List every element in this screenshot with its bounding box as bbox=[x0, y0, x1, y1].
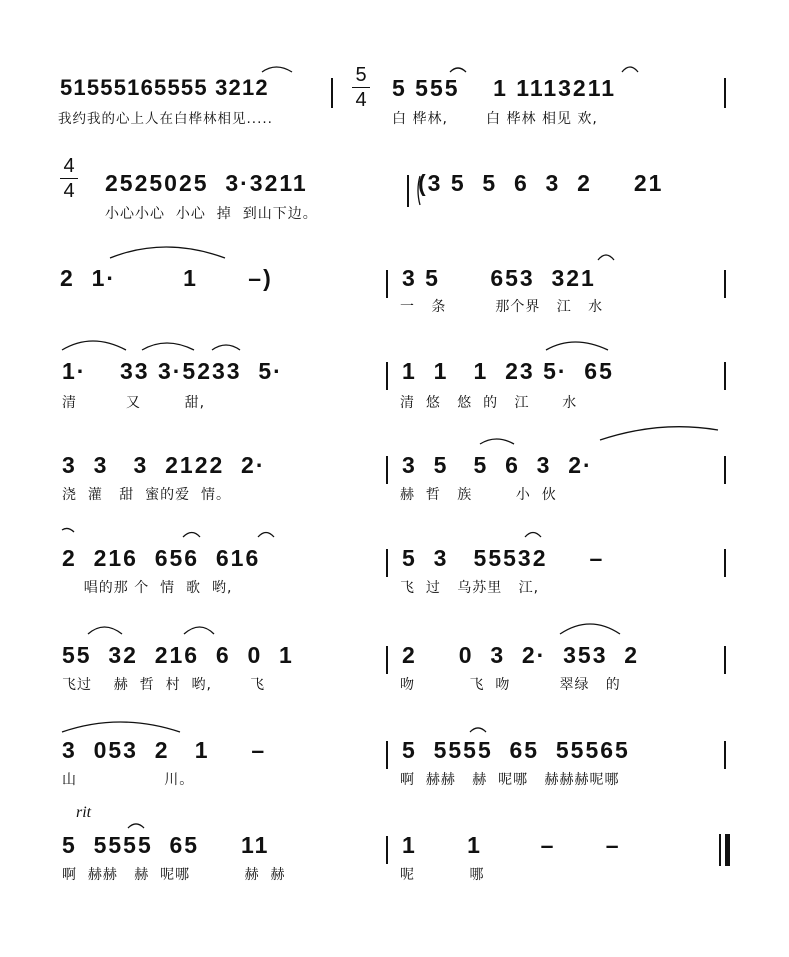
tie-row8-right bbox=[470, 728, 486, 732]
time-signature-4-4 bbox=[60, 155, 78, 202]
tie-row4-left-c bbox=[212, 345, 240, 350]
barline bbox=[724, 741, 726, 769]
slur-row7-left-b bbox=[184, 627, 214, 634]
lyrics-row2-left: 小心小心 小心 掉 到山下边。 bbox=[105, 206, 318, 222]
tie-row1 bbox=[262, 67, 292, 72]
lyrics-row4-right: 清 悠 悠 的 江 水 bbox=[400, 395, 578, 411]
notes-row5-right: 3 5 5 6 3 2· bbox=[402, 452, 593, 478]
lyrics-row1-right: 白 桦林, 白 桦林 相见 欢, bbox=[392, 111, 598, 127]
barline bbox=[386, 456, 388, 484]
barline bbox=[724, 78, 726, 108]
lyrics-row7-left: 飞过 赫 哲 村 哟, 飞 bbox=[62, 677, 266, 693]
time-signature-bottom: 4 bbox=[63, 180, 75, 203]
barline bbox=[386, 836, 388, 864]
notes-row2-right: (3 5 5 6 3 2 21 bbox=[418, 170, 664, 196]
slur-row8-left bbox=[62, 722, 180, 732]
barline bbox=[407, 175, 409, 207]
lyrics-row1-left: 我约我的心上人在白桦林相见..... bbox=[58, 111, 273, 127]
barline bbox=[724, 646, 726, 674]
slur-row7-left-a bbox=[88, 627, 122, 634]
barline bbox=[386, 646, 388, 674]
slur-row7-right bbox=[560, 624, 620, 634]
lyrics-row8-left: 山 川。 bbox=[62, 772, 195, 788]
tempo-mark-rit: rit bbox=[76, 804, 92, 821]
time-signature-top: 4 bbox=[63, 155, 75, 177]
lyrics-row6-left: 唱的那 个 情 歌 哟, bbox=[62, 580, 233, 596]
tie-row1-right-a bbox=[450, 68, 466, 72]
time-signature-5-4 bbox=[352, 64, 370, 111]
tie-row4-right bbox=[546, 342, 608, 350]
notes-row6-right: 5 3 55532 – bbox=[402, 545, 605, 571]
tie-row6-left-c bbox=[258, 533, 274, 538]
barline bbox=[724, 456, 726, 484]
tie-row6-left-b bbox=[183, 533, 200, 538]
barline bbox=[724, 362, 726, 390]
notes-row8-right: 5 5555 65 55565 bbox=[402, 737, 630, 763]
tie-row3-right bbox=[598, 255, 614, 260]
time-signature-bottom: 4 bbox=[355, 89, 367, 112]
notes-row9-left: 5 5555 65 11 bbox=[62, 832, 270, 858]
notes-row5-left: 3 3 3 2122 2· bbox=[62, 452, 266, 478]
notes-row7-right: 2 0 3 2· 353 2 bbox=[402, 642, 640, 668]
barline bbox=[386, 549, 388, 577]
barline bbox=[386, 362, 388, 390]
tie-row4-left-a bbox=[62, 341, 126, 350]
lyrics-row3-right: 一 条 那个界 江 水 bbox=[400, 299, 604, 315]
notes-row2-left: 2525025 3·3211 bbox=[105, 170, 308, 196]
notes-row9-right: 1 1 – – bbox=[402, 832, 621, 858]
barline bbox=[724, 549, 726, 577]
lyrics-row9-left: 啊 赫赫 赫 呢哪 赫 赫 bbox=[62, 867, 286, 883]
barline bbox=[331, 78, 333, 108]
lyrics-row5-right: 赫 哲 族 小 伙 bbox=[400, 487, 557, 503]
tie-row9-left bbox=[128, 824, 144, 828]
notes-row6-left: 2 216 656 616 bbox=[62, 545, 261, 571]
barline bbox=[724, 270, 726, 298]
lyrics-row9-right: 呢 哪 bbox=[400, 867, 485, 883]
notes-row4-right: 1 1 1 23 5· 65 bbox=[402, 358, 614, 384]
notes-row4-left: 1· 33 3·5233 5· bbox=[62, 358, 283, 384]
lyrics-row7-right: 吻 飞 吻 翠绿 的 bbox=[400, 677, 621, 693]
final-barline-thin bbox=[719, 834, 721, 866]
tie-row1-right-b bbox=[622, 67, 638, 72]
lyrics-row8-right: 啊 赫赫 赫 呢哪 赫赫赫呢哪 bbox=[400, 772, 620, 788]
notes-row7-left: 55 32 216 6 0 1 bbox=[62, 642, 294, 668]
notes-row3-left: 2 1· 1 –) bbox=[60, 265, 273, 291]
lyrics-row4-left: 清 又 甜, bbox=[62, 395, 206, 411]
slur-row3-left bbox=[110, 247, 225, 258]
notes-row8-left: 3 053 2 1 – bbox=[62, 737, 267, 763]
notes-row1-left: 51555165555 3212 bbox=[60, 75, 269, 100]
notes-row1-right: 5 555 1 1113211 bbox=[392, 75, 617, 101]
lyrics-row5-left: 浇 灌 甜 蜜的爱 情。 bbox=[62, 487, 232, 503]
time-signature-top: 5 bbox=[355, 64, 367, 86]
slur-row5-right-b bbox=[600, 427, 718, 440]
lyrics-row6-right: 飞 过 乌苏里 江, bbox=[400, 580, 540, 596]
barline bbox=[386, 270, 388, 298]
slur-row5-right-a bbox=[480, 439, 514, 444]
final-barline-thick bbox=[725, 834, 730, 866]
tie-row4-left-b bbox=[142, 343, 194, 350]
tie-row6-right bbox=[525, 533, 541, 538]
notes-row3-right: 3 5 653 321 bbox=[402, 265, 596, 291]
barline bbox=[386, 741, 388, 769]
slur-row6-left-a bbox=[62, 528, 74, 532]
